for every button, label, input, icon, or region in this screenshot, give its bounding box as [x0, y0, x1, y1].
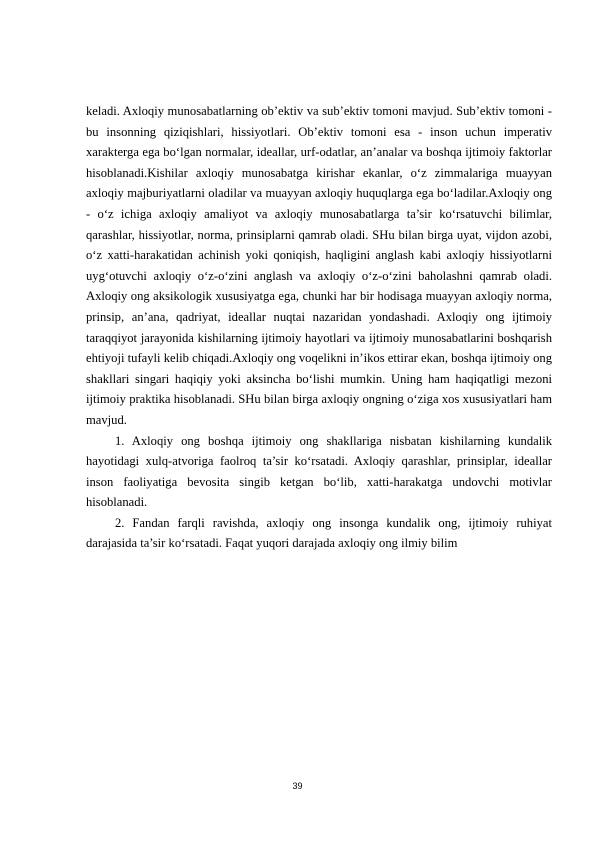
- page-number: 39: [292, 781, 303, 791]
- paragraph-point-2: 2. Fandan farqli ravishda, axloqiy ong insonga kundalik ong, ijtimoiy ruhiyat darajasida ta’sir ko‘rsatadi. Faqat yuqori darajada axloqiy ong ilmiy bilim: [86, 515, 552, 551]
- body-text: [86, 101, 552, 554]
- paragraph-continuation: keladi. Axloqiy munosabatlarning ob’ektiv va sub’ektiv tomoni mavjud. Sub’ektiv tomoni - bu insonning qiziqishlari, hissiyotlari. Ob’ektiv tomoni esa - inson uchun imperativ xarakterga ega bo‘lgan normalar, ideallar, urf-odatlar, an’analar va boshqa ijtimoiy faktorlar hisoblanadi.Kishilar axloqiy munosabatga kirishar ekanlar, o‘z zimmalariga muayyan axloqiy majburiyatlarni oladilar va muayyan axloqiy huquqlarga ega bo‘ladilar.Axloqiy ong - o‘z ichiga axloqiy amaliyot va axloqiy munosabatlarga ta’sir ko‘rsatuvchi bilimlar, qarashlar, hissiyotlar, norma, prinsiplarni qamrab oladi. SHu bilan birga uyat, vijdon azobi, o‘z xatti-harakatidan achinish yoki qoniqish, haqligini anglash kabi axloqiy hissiyotlarni uyg‘otuvchi axloqiy o‘z-o‘zini anglash va axloqiy o‘z-o‘zini baholashni qamrab oladi. Axloqiy ong aksikologik xususiyatga ega, chunki har bir hodisaga muayyan axloqiy norma, prinsip, an’ana, qadriyat, ideallar nuqtai nazaridan yondashadi. Axloqiy ong ijtimoiy taraqqiyot jarayonida kishilarning ijtimoiy hayotlari va ijtimoiy munosabatlarini boshqarish ehtiyoji tufayli kelib chiqadi.Axloqiy ong voqelikni in’ikos ettirar ekan, boshqa ijtimoiy ong shakllari singari haqiqiy yoki aksincha bo‘lishi mumkin. Uning ham haqiqatligi mezoni ijtimoiy praktika hisoblanadi. SHu bilan birga axloqiy ongning o‘ziga xos xususiyatlari ham mavjud.: [86, 104, 552, 427]
- paragraph-point-1: 1. Axloqiy ong boshqa ijtimoiy ong shakllariga nisbatan kishilarning kundalik hayotidagi xulq-atvoriga faolroq ta’sir ko‘rsatadi. Axloqiy qarashlar, prinsiplar, ideallar inson faoliyatiga bevosita singib ketgan bo‘lib, xatti-harakatga undovchi motivlar hisoblanadi.: [86, 433, 552, 510]
